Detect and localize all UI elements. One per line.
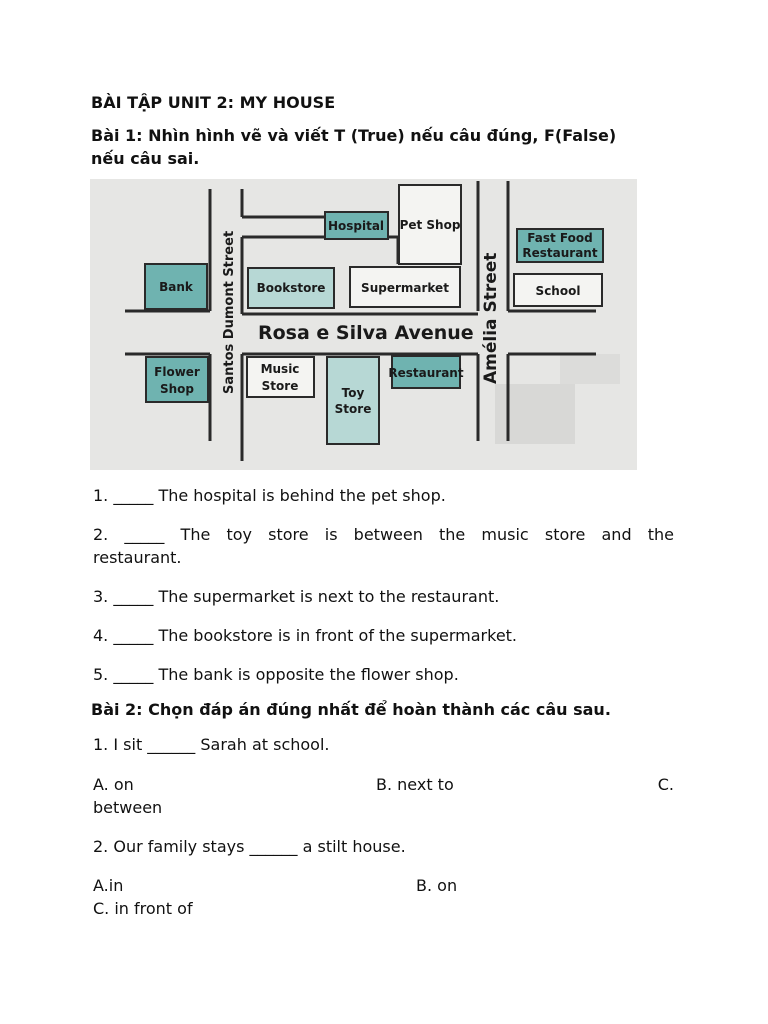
ex1-question-3: 3. _____ The supermarket is next to the restaurant. bbox=[93, 587, 500, 606]
ex2-q1-options bbox=[93, 773, 674, 796]
street-map-figure bbox=[90, 179, 637, 470]
label-flower-line2: Shop bbox=[159, 382, 195, 396]
ex2-q1-option-b: B. next to bbox=[376, 775, 454, 794]
label-rosa-e-silva-avenue: Rosa e Silva Avenue bbox=[258, 322, 474, 344]
exercise2-instruction: Bài 2: Chọn đáp án đúng nhất để hoàn thành các câu sau. bbox=[91, 700, 611, 719]
ex1-question-2-line1: 2. _____ The toy store is between the music store and the bbox=[93, 525, 674, 544]
ex2-q1-option-c-label: C. bbox=[657, 775, 674, 794]
label-school: School bbox=[535, 284, 581, 298]
toy-store-block bbox=[327, 357, 379, 444]
label-restaurant: Restaurant bbox=[388, 366, 464, 380]
ex2-q2-option-a: A.in bbox=[93, 876, 124, 895]
ex2-q1-option-c-text: between bbox=[93, 798, 163, 817]
exercise1-instruction-line1: Bài 1: Nhìn hình vẽ và viết T (True) nếu câu đúng, F(False) bbox=[91, 126, 617, 145]
label-amelia-street: Amélia Street bbox=[481, 252, 501, 384]
exercise1-instruction-line2: nếu câu sai. bbox=[91, 149, 200, 168]
page-title: BÀI TẬP UNIT 2: MY HOUSE bbox=[91, 93, 336, 112]
label-bank: Bank bbox=[159, 280, 193, 294]
ex2-q2-option-b: B. on bbox=[416, 876, 458, 895]
label-supermarket: Supermarket bbox=[361, 281, 449, 295]
ex1-question-5: 5. _____ The bank is opposite the flower shop. bbox=[93, 665, 459, 684]
label-santos-dumont-street: Santos Dumont Street bbox=[222, 230, 237, 394]
ex2-question-1: 1. I sit ______ Sarah at school. bbox=[93, 735, 330, 754]
label-toy-line1: Toy bbox=[341, 386, 365, 400]
label-toy-line2: Store bbox=[334, 402, 372, 416]
street-map-drawing bbox=[90, 179, 637, 470]
label-bookstore: Bookstore bbox=[256, 281, 326, 295]
ex1-question-1: 1. _____ The hospital is behind the pet shop. bbox=[93, 486, 446, 505]
label-hospital: Hospital bbox=[327, 219, 385, 233]
ex2-q2-options bbox=[93, 874, 674, 897]
label-music-line1: Music bbox=[260, 362, 300, 376]
ex1-question-2-line2: restaurant. bbox=[93, 548, 182, 567]
map-faint-shape bbox=[560, 354, 620, 384]
ex1-question-4: 4. _____ The bookstore is in front of the supermarket. bbox=[93, 626, 518, 645]
label-music-line2: Store bbox=[261, 379, 299, 393]
label-flower-line1: Flower bbox=[154, 365, 200, 379]
ex2-q2-option-c: C. in front of bbox=[93, 899, 193, 918]
label-pet-shop: Pet Shop bbox=[399, 218, 461, 232]
ex2-question-2: 2. Our family stays ______ a stilt house. bbox=[93, 837, 406, 856]
label-fast-food-line1: Fast Food bbox=[527, 231, 593, 245]
ex2-q1-option-a: A. on bbox=[93, 775, 134, 794]
label-fast-food-line2: Restaurant bbox=[522, 246, 598, 260]
